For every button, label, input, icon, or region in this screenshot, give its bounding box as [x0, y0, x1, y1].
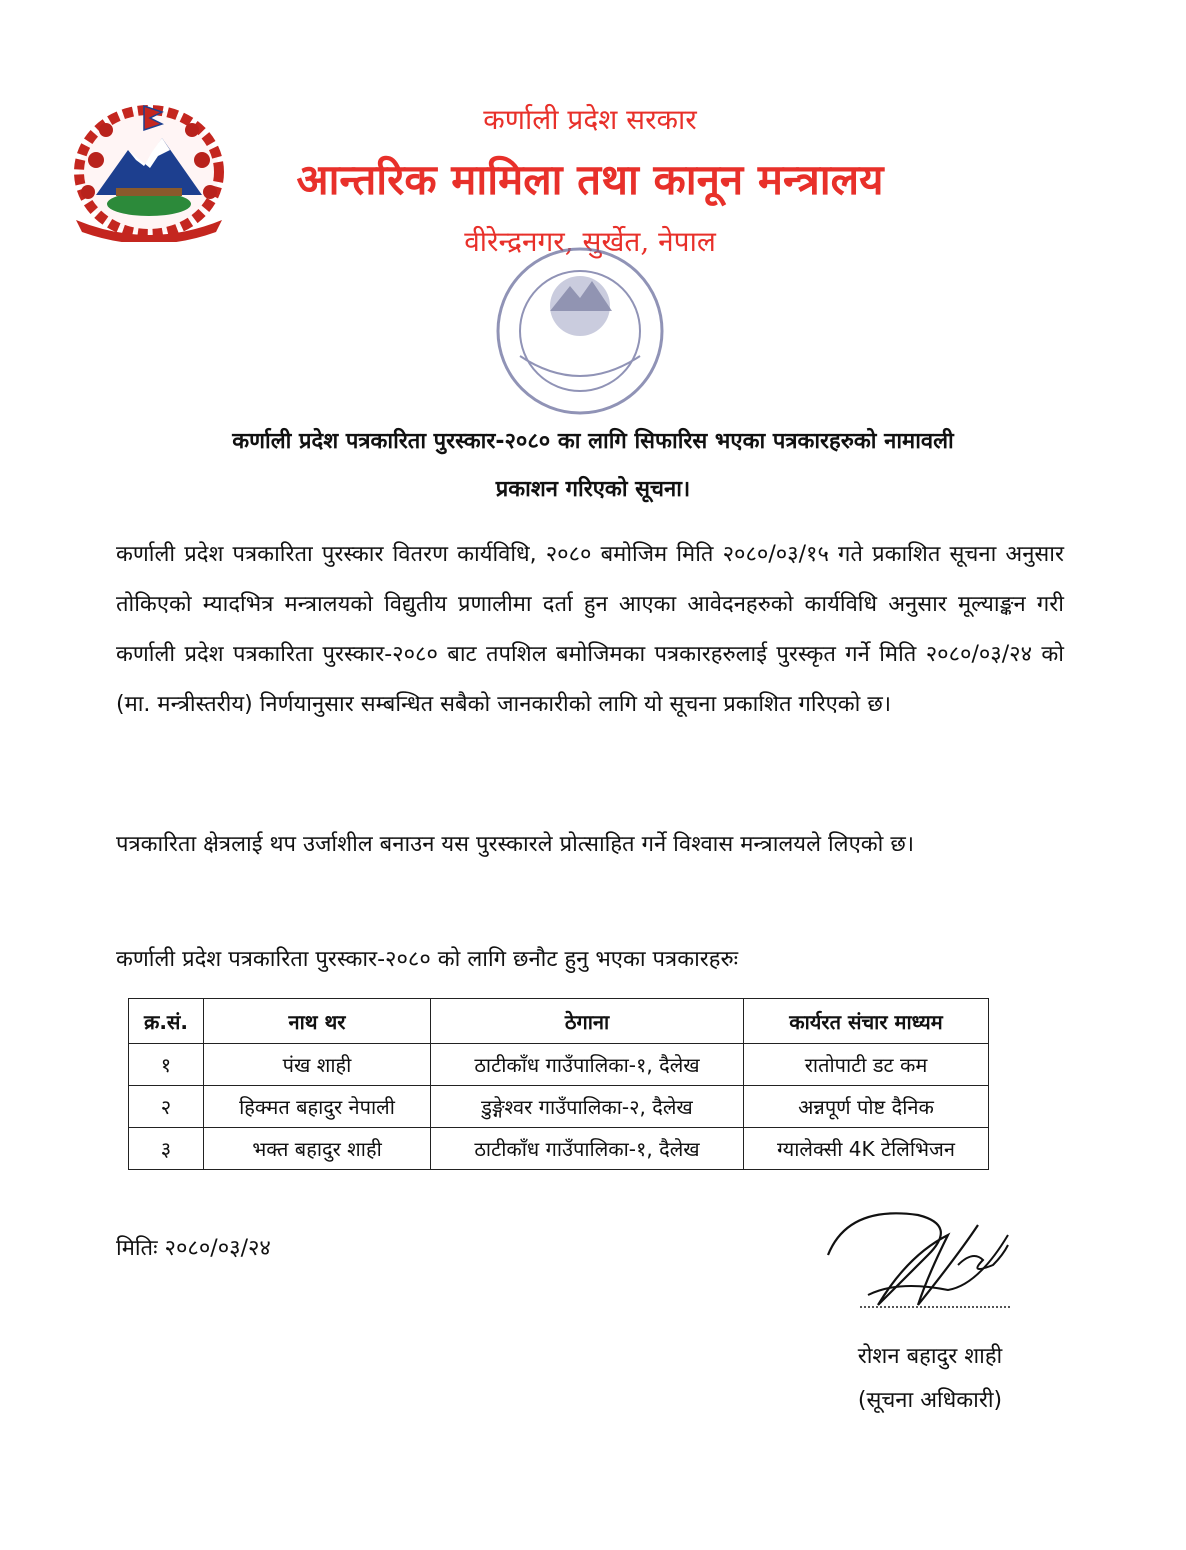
cell-name: हिक्मत बहादुर नेपाली	[204, 1086, 431, 1128]
official-stamp-icon	[480, 236, 680, 426]
cell-media: ग्यालेक्सी 4K टेलिभिजन	[744, 1128, 989, 1170]
ministry-address: वीरेन्द्रनगर, सुर्खेत, नेपाल	[464, 225, 716, 258]
cell-address: डुङ्गेश्वर गाउँपालिका-२, दैलेख	[431, 1086, 744, 1128]
cell-media: रातोपाटी डट कम	[744, 1044, 989, 1086]
body-paragraph-2: पत्रकारिता क्षेत्रलाई थप उर्जाशील बनाउन यस पुरस्कारले प्रोत्साहित गर्ने विश्वास मन्त्रालयले लिएको छ।	[116, 832, 915, 857]
signature-line	[860, 1306, 1010, 1308]
ministry-name: आन्तरिक मामिला तथा कानून मन्त्रालय	[296, 155, 884, 204]
body-paragraph-1: कर्णाली प्रदेश पत्रकारिता पुरस्कार वितरण कार्यविधि, २०८० बमोजिम मिति २०८०/०३/१५ गते प्रकाशित सूचना अनुसार तोकिएको म्यादभित्र मन्त्रालयको विद्युतीय प्रणालीमा दर्ता हुन आएका आवेदनहरुको कार्यविधि अनुसार मूल्याङ्कन गरी कर्णाली प्रदेश पत्रकारिता पुरस्कार-२०८० बाट तपशिल बमोजिमका पत्रकारहरुलाई पुरस्कृत गर्ने मिति २०८०/०३/२४ को (मा. मन्त्रीस्तरीय) निर्णयानुसार सम्बन्धित सबैको जानकारीको लागि यो सूचना प्रकाशित गरिएको छ।	[116, 542, 1064, 717]
title-line-1: कर्णाली प्रदेश पत्रकारिता पुरस्कार-२०८० का लागि सिफारिस भएका पत्रकारहरुको नामावली	[232, 429, 954, 454]
title-line-2: प्रकाशन गरिएको सूचना।	[495, 477, 691, 502]
col-header-name: नाथ थर	[204, 999, 431, 1044]
col-header-media: कार्यरत संचार माध्यम	[744, 999, 989, 1044]
col-header-address: ठेगाना	[431, 999, 744, 1044]
table-header-row	[129, 999, 989, 1044]
cell-serial: ३	[129, 1128, 204, 1170]
table-row	[129, 1128, 989, 1170]
table-row	[129, 1086, 989, 1128]
notice-title	[110, 418, 1076, 514]
cell-address: ठाटीकाँध गाउँपालिका-१, दैलेख	[431, 1128, 744, 1170]
cell-name: भक्त बहादुर शाही	[204, 1128, 431, 1170]
cell-serial: १	[129, 1044, 204, 1086]
cell-serial: २	[129, 1086, 204, 1128]
cell-address: ठाटीकाँध गाउँपालिका-१, दैलेख	[431, 1044, 744, 1086]
table-row	[129, 1044, 989, 1086]
notice-date: मितिः २०८०/०३/२४	[116, 1236, 271, 1261]
col-header-serial: क्र.सं.	[129, 999, 204, 1044]
cell-name: पंख शाही	[204, 1044, 431, 1086]
signatory-name: रोशन बहादुर शाही	[857, 1344, 1003, 1369]
cell-media: अन्नपूर्ण पोष्ट दैनिक	[744, 1086, 989, 1128]
signatory-role: (सूचना अधिकारी)	[857, 1388, 1003, 1413]
government-name: कर्णाली प्रदेश सरकार	[483, 103, 697, 136]
nepal-emblem-icon	[66, 100, 232, 242]
body-paragraph-3: कर्णाली प्रदेश पत्रकारिता पुरस्कार-२०८० को लागि छनौट हुनु भएका पत्रकारहरुः	[116, 947, 739, 972]
journalists-table	[128, 998, 989, 1170]
